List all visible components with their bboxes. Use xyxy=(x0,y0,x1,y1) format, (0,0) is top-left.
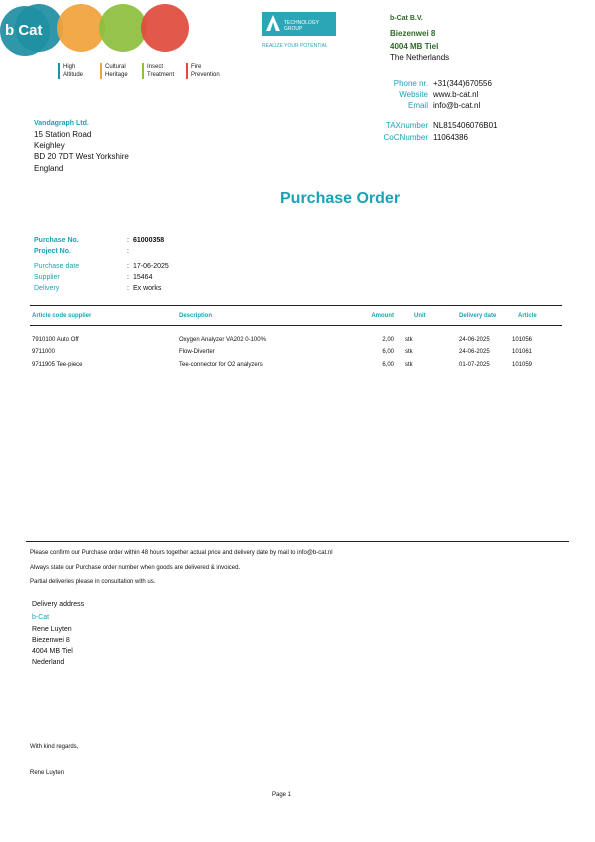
order-info-value: 17-06-2025 xyxy=(133,263,169,270)
partner-logo-name: TECHNOLOGY GROUP xyxy=(284,20,319,32)
email-value[interactable]: info@b-cat.nl xyxy=(433,101,481,110)
cell-article-supplier: 9711905 Tee-piece xyxy=(32,362,83,368)
cell-amount: 6,00 xyxy=(382,362,394,368)
email-label: Email xyxy=(407,101,428,110)
order-info-sep: : xyxy=(127,237,129,244)
column-header-delivery-date: Delivery date xyxy=(459,313,497,319)
delivery-city: 4004 MB Tiel xyxy=(32,648,73,655)
phone-label: Phone nr. xyxy=(393,79,428,88)
company-city: 4004 MB Tiel xyxy=(390,42,439,51)
logo-category-cultural-heritage: Cultural Heritage xyxy=(100,63,128,79)
document-title: Purchase Order xyxy=(280,190,401,207)
closing-regards: With kind regards, xyxy=(30,744,79,750)
tax-label: TAXnumber xyxy=(385,121,428,130)
delivery-person: Rene Luyten xyxy=(32,626,72,633)
supplier-name: Vandagraph Ltd. xyxy=(34,120,89,127)
closing-name: Rene Luyten xyxy=(30,770,65,776)
website-label: Website xyxy=(399,90,428,99)
cell-amount: 2,00 xyxy=(382,337,394,343)
cell-delivery-date: 01-07-2025 xyxy=(459,362,490,368)
table-top-divider xyxy=(30,305,562,306)
note-confirm: Please confirm our Purchase order within 48 hours together actual price and delivery date by mail to info@b-cat.nl xyxy=(30,550,333,556)
logo-brand-text: b Cat xyxy=(5,22,43,39)
partner-logo-tagline: REALIZE YOUR POTENTIAL xyxy=(262,43,328,49)
cell-article: 101059 xyxy=(512,362,533,368)
cell-description: Oxygen Analyzer VA202 0-100% xyxy=(179,337,266,343)
delivery-company: b-Cat xyxy=(32,614,50,621)
order-info-value: Ex works xyxy=(133,285,162,292)
order-info-sep: : xyxy=(127,274,129,281)
cell-unit: stk xyxy=(405,337,413,343)
cell-description: Tee-connector for O2 analyzers xyxy=(179,362,263,368)
delivery-country: Nederland xyxy=(32,659,65,666)
order-info-sep: : xyxy=(127,263,129,270)
column-header-description: Description xyxy=(179,313,213,319)
logo-category-high-altitude: High Altitude xyxy=(58,63,83,79)
logo-category-fire-prevention: Fire Prevention xyxy=(186,63,220,79)
cell-delivery-date: 24-06-2025 xyxy=(459,337,490,343)
company-country: The Netherlands xyxy=(390,53,450,62)
order-info-value: 61000358 xyxy=(133,237,165,244)
order-info-sep: : xyxy=(127,285,129,292)
note-partial-deliveries: Partial deliveries please in consultation with us. xyxy=(30,579,156,585)
order-info-sep: : xyxy=(127,248,129,255)
table-header-divider xyxy=(30,325,562,326)
coc-value: 11064386 xyxy=(433,133,468,142)
supplier-country: England xyxy=(34,164,64,173)
cell-delivery-date: 24-06-2025 xyxy=(459,349,490,355)
logo-circle-cultural-heritage xyxy=(57,4,105,52)
order-info-label: Project No. xyxy=(34,248,71,255)
supplier-city: Keighley xyxy=(34,141,65,150)
cell-article: 101061 xyxy=(512,349,533,355)
column-header-unit: Unit xyxy=(414,313,426,319)
company-street: Biezenwei 8 xyxy=(390,29,436,38)
supplier-street: 15 Station Road xyxy=(34,130,92,139)
logo-circle-insect-treatment xyxy=(99,4,147,52)
cell-article: 101056 xyxy=(512,337,533,343)
website-value[interactable]: www.b-cat.nl xyxy=(433,90,479,99)
cell-unit: stk xyxy=(405,349,413,355)
order-info-label: Purchase No. xyxy=(34,237,79,244)
column-header-article-supplier: Article code supplier xyxy=(32,313,92,319)
phone-value: +31(344)670556 xyxy=(433,79,492,88)
order-info-label: Delivery xyxy=(34,285,60,292)
order-info-label: Supplier xyxy=(34,274,60,281)
coc-label: CoCNumber xyxy=(383,133,428,142)
delivery-street: Biezenwei 8 xyxy=(32,637,70,644)
cell-unit: stk xyxy=(405,362,413,368)
logo-circle-fire-prevention xyxy=(141,4,189,52)
cell-article-supplier: 9711000 xyxy=(32,349,55,355)
logo-category-insect-treatment: Insect Treatment xyxy=(142,63,174,79)
cell-article-supplier: 7910100 Auto Off xyxy=(32,337,79,343)
order-info-label: Purchase date xyxy=(34,263,80,270)
notes-divider xyxy=(26,541,569,542)
cell-amount: 6,00 xyxy=(382,349,394,355)
tax-value: NL815406076B01 xyxy=(433,121,498,130)
partner-logo xyxy=(262,12,340,52)
company-name: b-Cat B.V. xyxy=(390,15,423,22)
note-order-number: Always state our Purchase order number when goods are delivered & invoiced. xyxy=(30,565,241,571)
delivery-address-label: Delivery address xyxy=(32,601,85,608)
column-header-amount: Amount xyxy=(371,313,394,319)
supplier-postcode: BD 20 7DT West Yorkshire xyxy=(34,152,129,161)
cell-description: Flow-Diverter xyxy=(179,349,215,355)
column-header-article: Article xyxy=(518,313,537,319)
page-number: Page 1 xyxy=(272,792,292,798)
order-info-value: 15464 xyxy=(133,274,153,281)
